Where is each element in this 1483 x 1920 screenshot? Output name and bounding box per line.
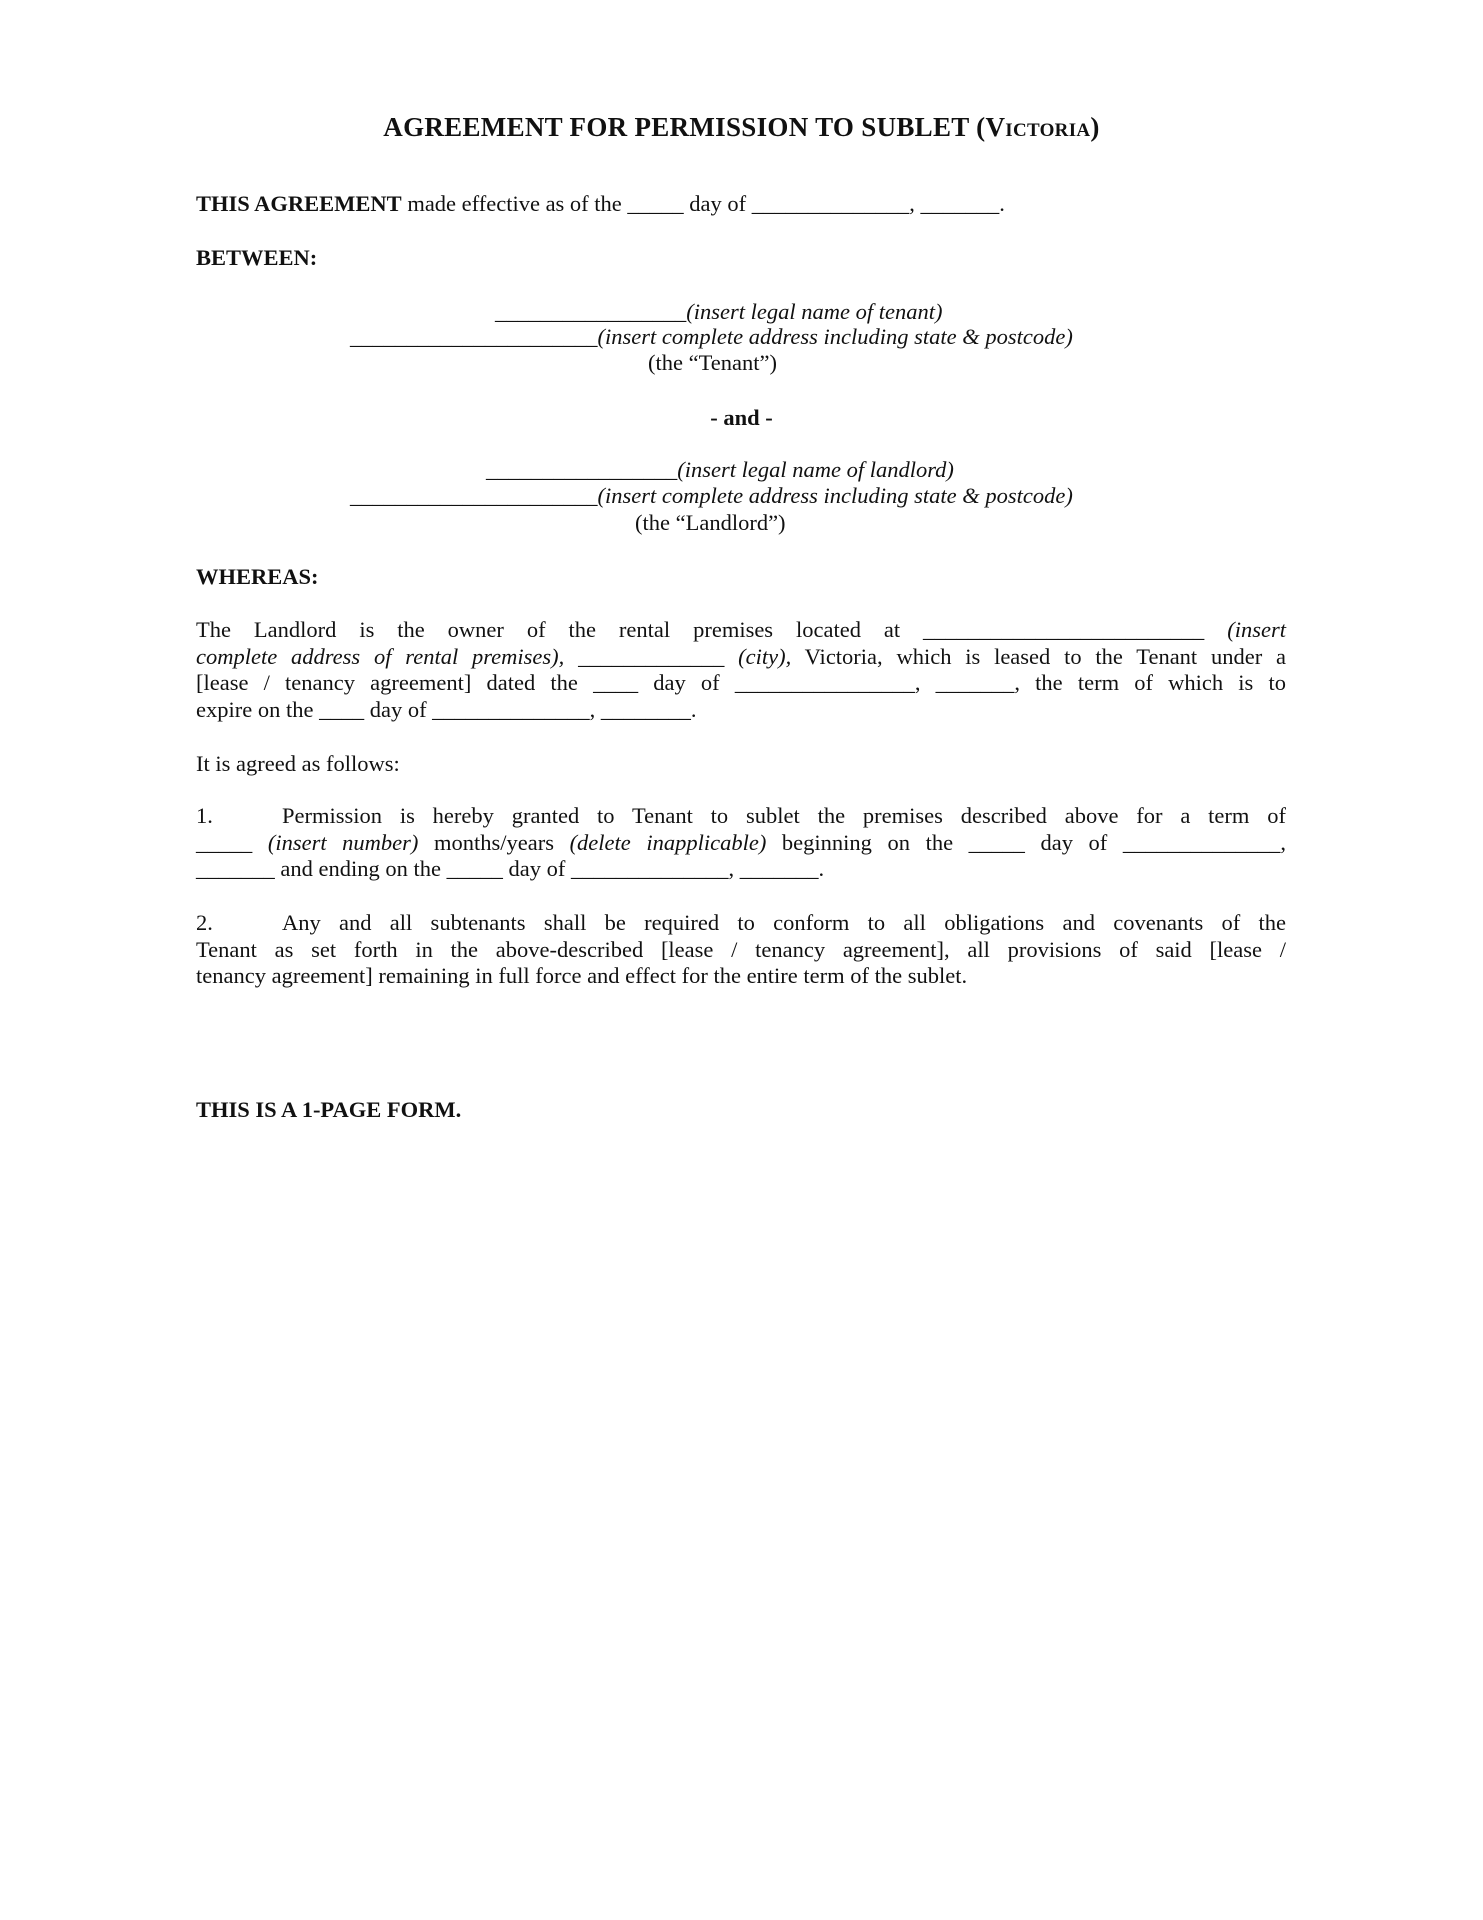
landlord-name-hint: (insert legal name of landlord) xyxy=(677,457,954,482)
landlord-address-line xyxy=(350,483,1073,509)
text-segment: Permission is hereby granted to Tenant to sublet the premises described above for a term of xyxy=(282,803,1286,828)
landlord-address-hint: (insert complete address including state & postcode) xyxy=(597,483,1073,508)
tenant-address-hint: (insert complete address including state & postcode) xyxy=(597,324,1073,349)
clause-number: 2. xyxy=(196,910,213,935)
text-segment: Tenant as set forth in the above-described [lease / tenancy agreement], all provisions of said [lease / xyxy=(196,936,1286,962)
between-label: BETWEEN: xyxy=(196,245,318,270)
text-segment: beginning on the _____ day of ______________, xyxy=(766,829,1286,855)
footer-note: THIS IS A 1-PAGE FORM. xyxy=(196,1097,462,1122)
text-segment: Any and all subtenants shall be required to conform to all obligations and covenants of the xyxy=(282,910,1286,935)
text-line xyxy=(196,937,1286,964)
text-line xyxy=(196,644,1286,671)
italic-hint: (delete inapplicable) xyxy=(569,829,767,855)
text-segment: expire on the ____ day of ______________, ________. xyxy=(196,696,697,722)
text-segment: months/years xyxy=(418,829,570,855)
clause-number: 1. xyxy=(196,803,213,828)
text-line xyxy=(196,697,1286,724)
intro-bold: THIS AGREEMENT xyxy=(196,191,402,216)
text-line xyxy=(196,856,1286,883)
landlord-name-line xyxy=(486,457,954,483)
text-line xyxy=(196,670,1286,697)
text-segment: _______ and ending on the _____ day of ______________, _______. xyxy=(196,856,825,881)
text-segment: _____________ xyxy=(564,643,739,669)
text-line xyxy=(196,910,1286,937)
tenant-name-blank[interactable]: _________________ xyxy=(495,299,687,324)
tenant-name-hint: (insert legal name of tenant) xyxy=(686,299,943,324)
intro-text: made effective as of the _____ day of ______________, _______. xyxy=(401,191,1005,216)
italic-hint: (insert number) xyxy=(267,829,419,855)
title-main: AGREEMENT FOR PERMISSION TO SUBLET xyxy=(383,112,977,142)
text-segment: Victoria, which is leased to the Tenant under a xyxy=(791,643,1287,669)
title-region: (Victoria) xyxy=(976,112,1100,142)
italic-hint: complete address of rental premises), xyxy=(196,643,565,669)
text-line xyxy=(196,830,1286,857)
landlord-name-blank[interactable]: _________________ xyxy=(486,457,678,482)
tenant-address-line xyxy=(350,324,1073,350)
tenant-address-blank[interactable]: ______________________ xyxy=(350,324,598,349)
clause-1 xyxy=(196,803,1286,883)
text-segment: The Landlord is the owner of the rental premises located at _________________________ xyxy=(196,617,1228,642)
tenant-defined-as: (the “Tenant”) xyxy=(648,350,777,375)
agreed-label: It is agreed as follows: xyxy=(196,751,400,776)
tenant-name-line xyxy=(495,299,942,325)
italic-hint: (city), xyxy=(738,643,792,669)
whereas-paragraph xyxy=(196,617,1286,723)
and-separator: - and - xyxy=(710,405,773,430)
text-line xyxy=(196,963,1286,990)
text-segment: _____ xyxy=(196,829,268,855)
clause-2 xyxy=(196,910,1286,990)
whereas-label: WHEREAS: xyxy=(196,564,319,589)
text-line xyxy=(196,617,1286,644)
text-segment: tenancy agreement] remaining in full force and effect for the entire term of the sublet. xyxy=(196,963,968,988)
landlord-defined-as: (the “Landlord”) xyxy=(635,510,786,535)
landlord-address-blank[interactable]: ______________________ xyxy=(350,483,598,508)
document-title xyxy=(0,112,1483,143)
intro-line xyxy=(196,191,1005,217)
text-line xyxy=(196,803,1286,830)
text-segment: [lease / tenancy agreement] dated the ____ day of ________________, _______, the term of which is to xyxy=(196,670,1286,695)
italic-hint: (insert xyxy=(1227,617,1286,642)
